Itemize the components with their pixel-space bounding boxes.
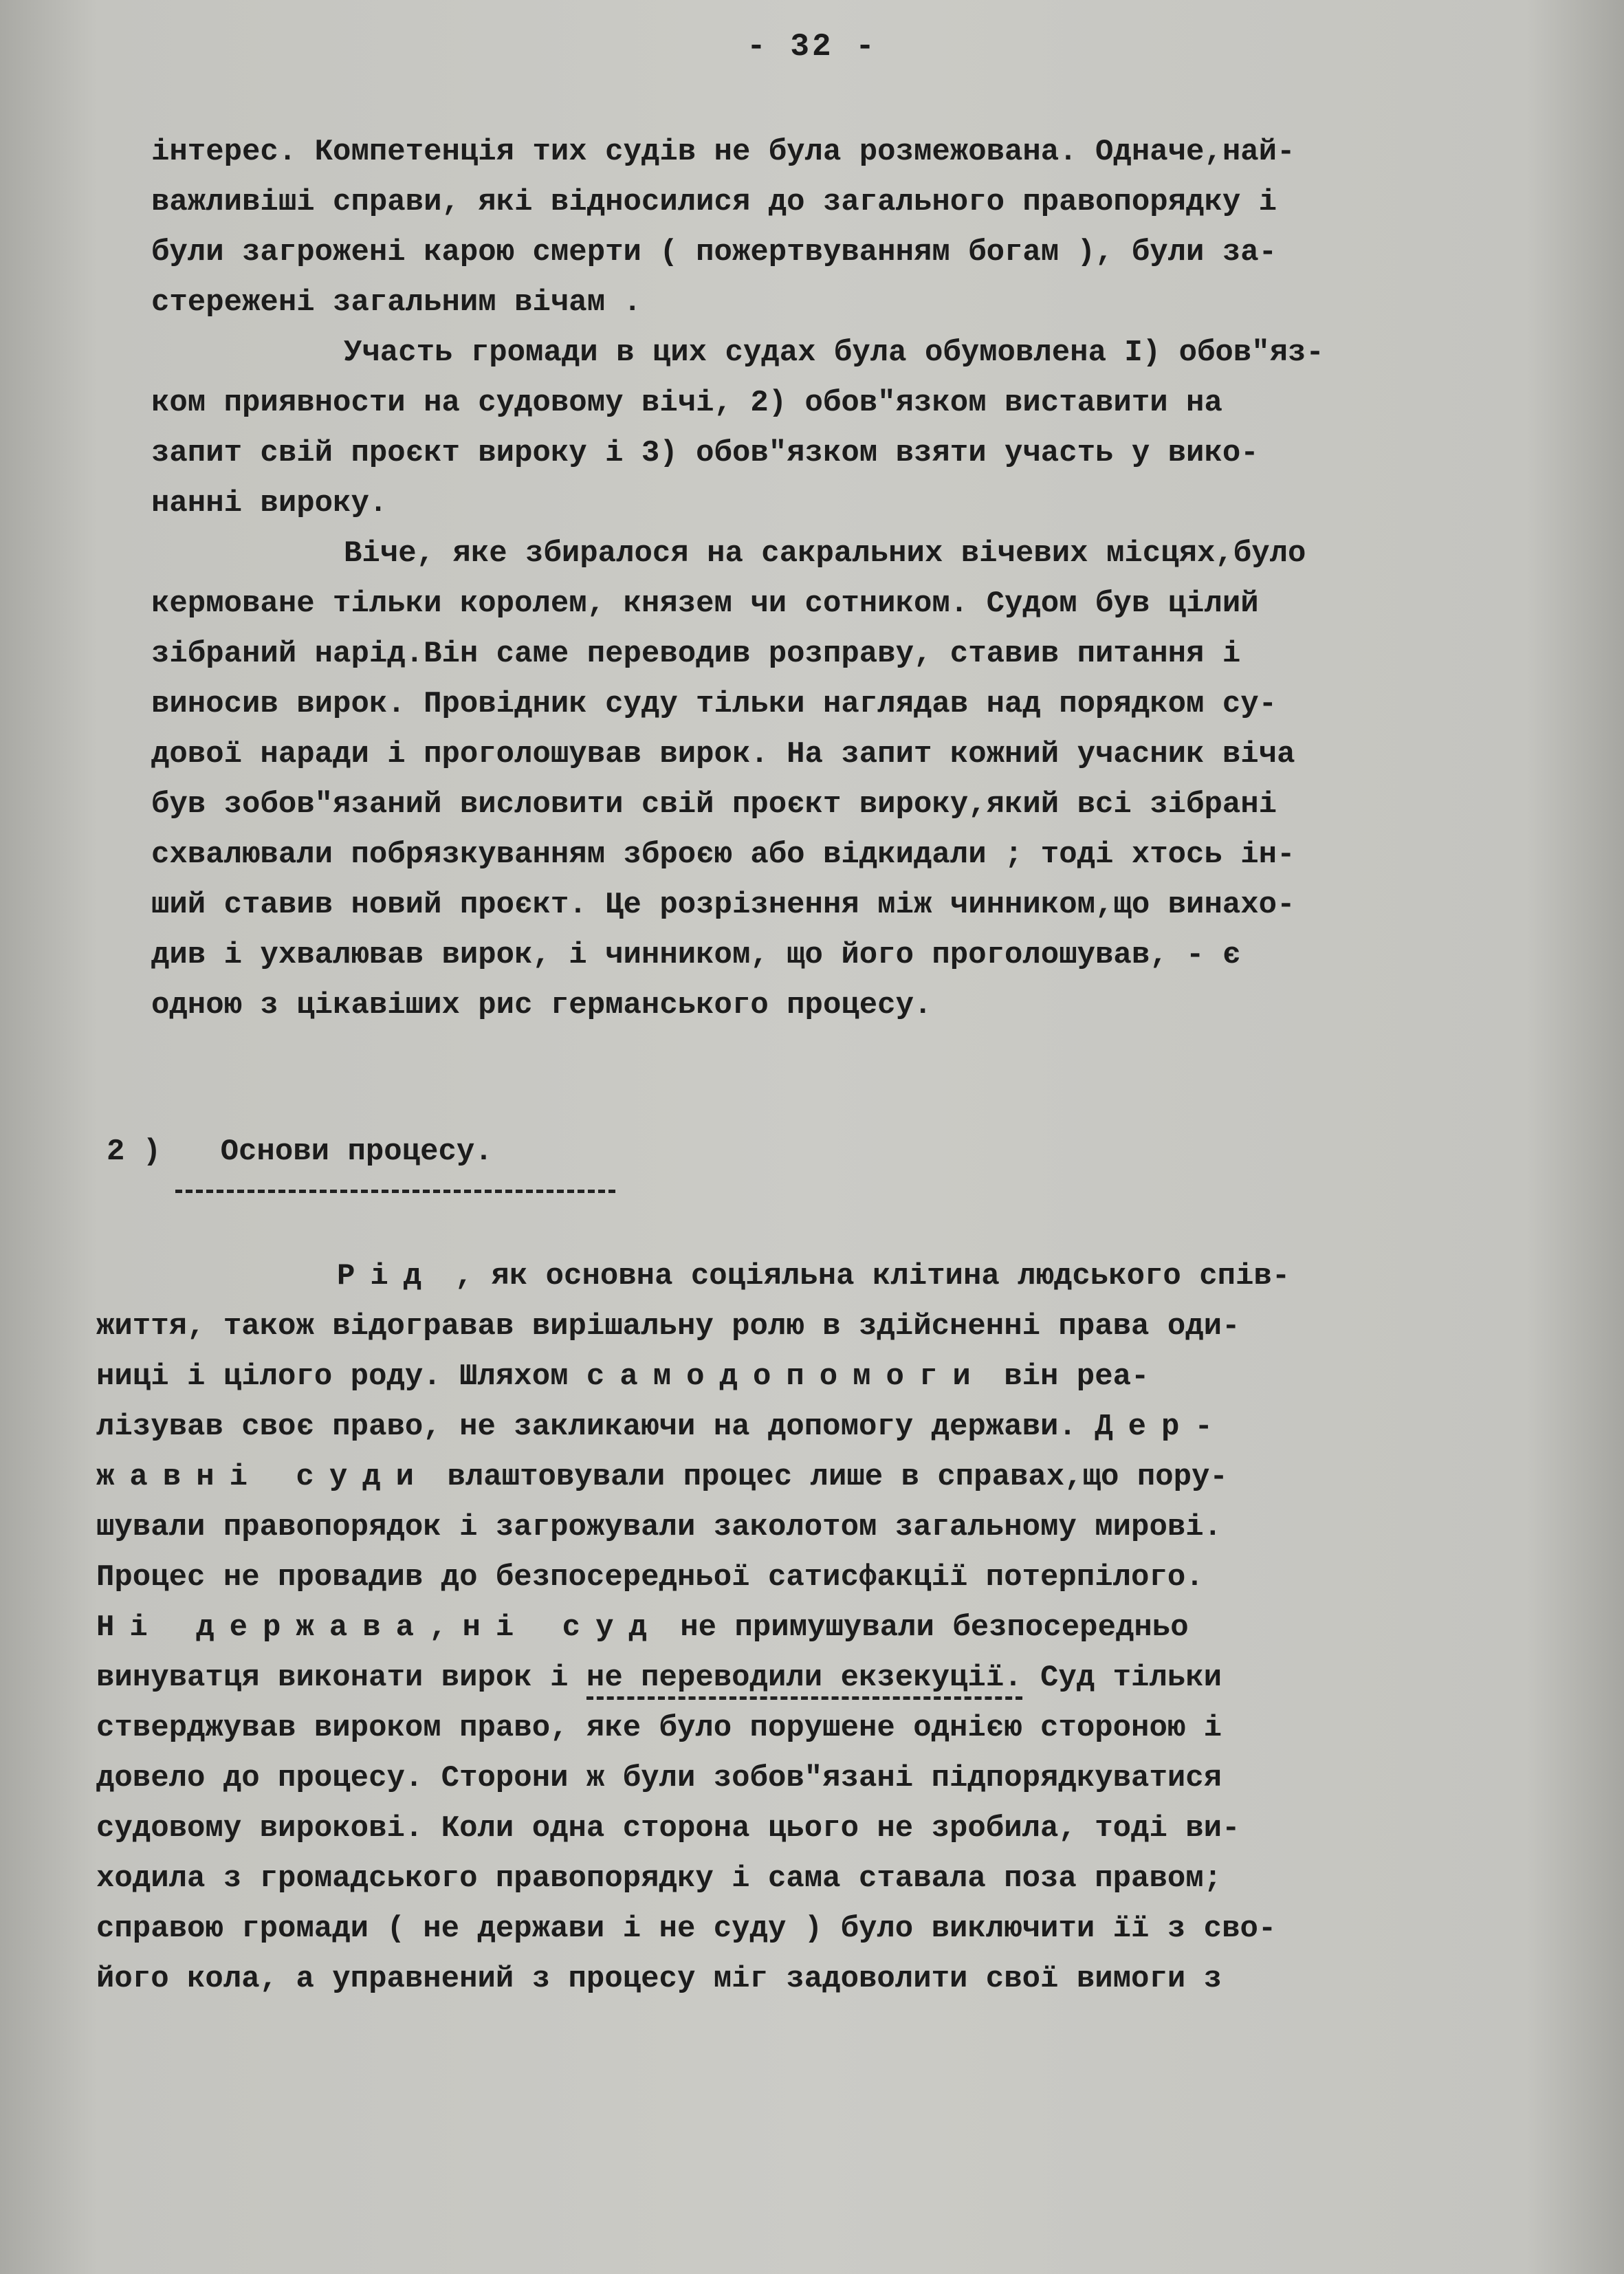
text-line: стверджував вироком право, яке було порушене однією стороною і xyxy=(96,1711,1222,1745)
text-line: Віче, яке збиралося на сакральних вічевих місцях,було xyxy=(344,536,1306,571)
spaced-word: Ні держава,ні суд xyxy=(96,1610,662,1645)
text-line xyxy=(96,1653,1513,1703)
text-line xyxy=(96,1402,1513,1452)
text-line: дової наради і проголошував вирок. На запит кожний учасник віча xyxy=(151,737,1295,772)
section-title: Основи процесу. xyxy=(220,1135,493,1169)
text-line: ший ставив новий проєкт. Це розрізнення між чинником,що винахо- xyxy=(151,888,1295,922)
text-line: судовому вирокові. Коли одна сторона цього не зробила, тоді ви- xyxy=(96,1811,1240,1846)
text-line: схвалювали побрязкуванням зброєю або відкидали ; тоді хтось ін- xyxy=(151,838,1295,872)
text-block-bottom xyxy=(96,1251,1513,2004)
underlined-phrase: не переводили екзекуції. xyxy=(586,1661,1022,1700)
text-line: довело до процесу. Сторони ж були зобов"язані підпорядкуватися xyxy=(96,1761,1222,1795)
heading-underline xyxy=(175,1190,615,1193)
spaced-word: жавні суди xyxy=(96,1460,430,1494)
page-number: - 32 - xyxy=(747,29,877,65)
text-line: життя, також відогравав вирішальну ролю в здійсненні права оди- xyxy=(96,1309,1240,1344)
text-line: ходила з громадського правопорядку і сама ставала поза правом; xyxy=(96,1861,1222,1896)
spaced-word: самодопомоги xyxy=(586,1359,986,1394)
text-line xyxy=(96,1452,1513,1502)
text-fragment: не примушували безпосередньо xyxy=(680,1610,1189,1645)
section-number: 2 ) xyxy=(107,1135,162,1169)
text-line: стережені загальним вічам . xyxy=(151,285,641,320)
text-line: ком приявности на судовому вічі, 2) обов"язком виставити на xyxy=(151,386,1222,420)
text-line: інтерес. Компетенція тих судів не була розмежована. Одначе,най- xyxy=(151,135,1295,169)
text-fragment: Суд тільки xyxy=(1040,1661,1222,1695)
paragraph-3 xyxy=(151,529,1568,1031)
text-line: зібраний нарід.Він саме переводив розправу, ставив питання і xyxy=(151,637,1241,671)
spaced-word: Дер- xyxy=(1095,1410,1228,1444)
text-fragment: лізував своє право, не закликаючи на допомогу держави. xyxy=(96,1410,1077,1444)
text-line: важливіші справи, які відносилися до загального правопорядку і xyxy=(151,185,1277,219)
text-line: був зобов"язаний висловити свій проєкт вироку,який всі зібрані xyxy=(151,787,1277,822)
text-fragment: , як основна соціяльна клітина людського спів- xyxy=(454,1259,1291,1293)
text-line: шували правопорядок і загрожували заколотом загальному мирові. xyxy=(96,1510,1222,1544)
text-fragment: ниці і цілого роду. Шляхом xyxy=(96,1359,569,1394)
text-fragment: він реа- xyxy=(1004,1359,1150,1394)
text-line: виносив вирок. Провідник суду тільки наглядав над порядком су- xyxy=(151,687,1277,721)
paragraph-2 xyxy=(151,328,1568,529)
text-line: Участь громади в цих судах була обумовлена І) обов"яз- xyxy=(344,336,1324,370)
paragraph-4 xyxy=(96,1251,1513,2004)
text-line: одною з цікавіших рис германського процесу. xyxy=(151,988,932,1023)
text-block-top xyxy=(151,127,1568,1031)
text-line: див і ухвалював вирок, і чинником, що його проголошував, - є xyxy=(151,938,1241,972)
text-line xyxy=(96,1251,1513,1302)
paragraph-1 xyxy=(151,127,1568,328)
text-line: його кола, а управнений з процесу міг задоволити свої вимоги з xyxy=(96,1962,1222,1996)
text-line: справою громади ( не держави і не суду ) було виключити її з сво- xyxy=(96,1912,1277,1946)
text-line: нанні вироку. xyxy=(151,486,388,521)
text-line xyxy=(96,1352,1513,1402)
text-line: Процес не провадив до безпосередньої сатисфакції потерпілого. xyxy=(96,1560,1204,1595)
text-fragment: влаштовували процес лише в справах,що пору- xyxy=(447,1460,1228,1494)
text-line xyxy=(96,1603,1513,1653)
section-heading xyxy=(107,1135,493,1169)
text-line: кермоване тільки королем, князем чи сотником. Судом був цілий xyxy=(151,587,1259,621)
spaced-word: Рід xyxy=(337,1259,437,1293)
text-fragment: винуватця виконати вирок і xyxy=(96,1661,569,1695)
text-line: були загрожені карою смерти ( пожертвуванням богам ), були за- xyxy=(151,235,1277,270)
text-line: запит свій проєкт вироку і 3) обов"язком взяти участь у вико- xyxy=(151,436,1259,470)
